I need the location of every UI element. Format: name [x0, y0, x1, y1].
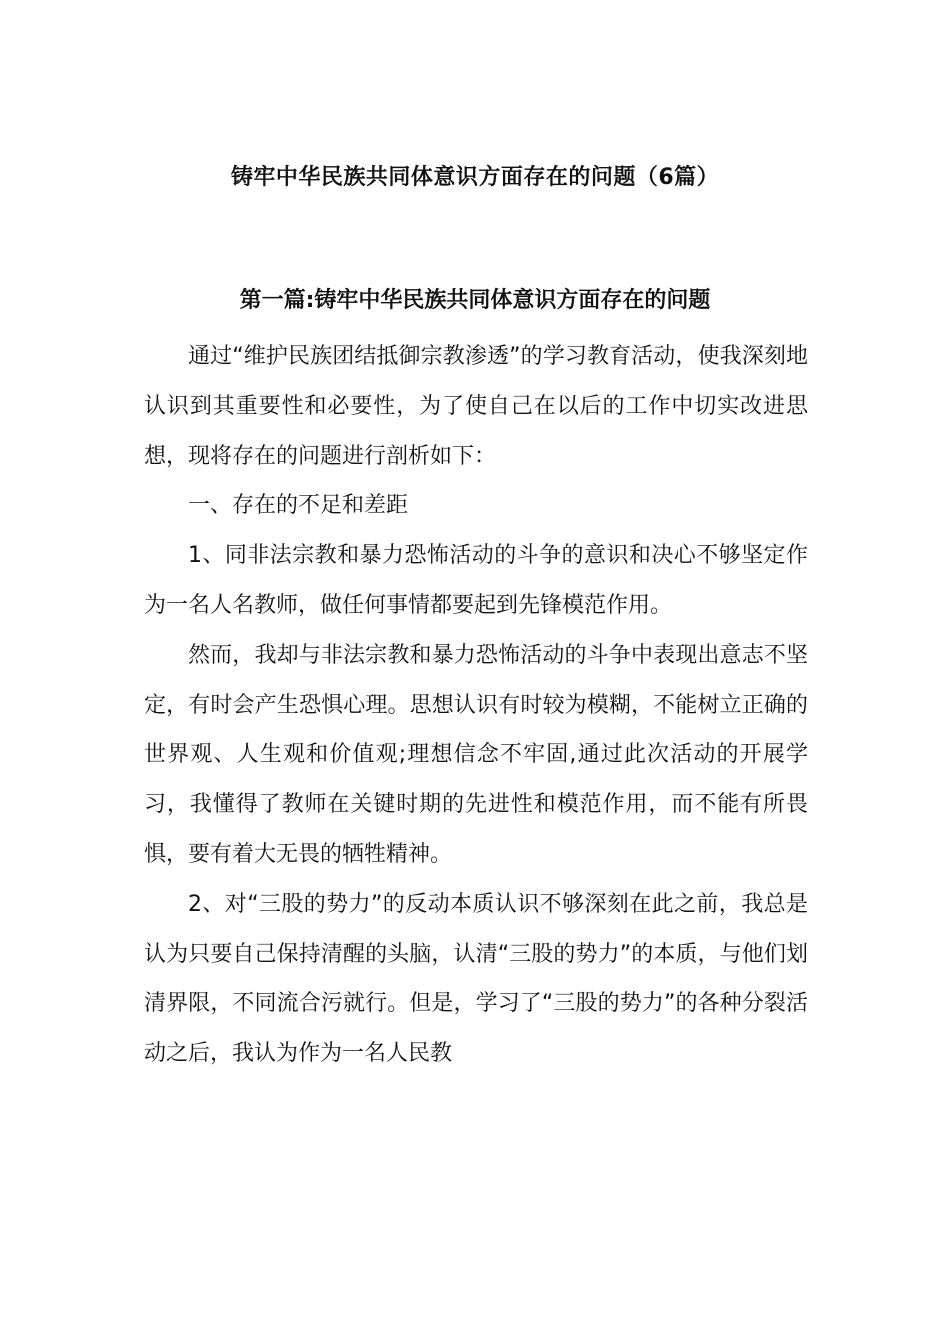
paragraph-subheading: 一、存在的不足和差距 [188, 493, 409, 519]
paragraph-point-1: 1、同非法宗教和暴力恐怖活动的斗争的意识和决心不够坚定作为一名人名教师，做任何事情都要起到先锋模范作用。 [144, 543, 808, 618]
paragraph-however: 然而，我却与非法宗教和暴力恐怖活动的斗争中表现出意志不坚定，有时会产生恐惧心理。思想认识有时较为模糊，不能树立正确的世界观、人生观和价值观;理想信念不牢固,通过此次活动的开展学习，我懂得了教师在关键时期的先进性和模范作用，而不能有所畏惧，要有着大无畏的牺牲精神。 [144, 642, 808, 867]
section-heading: 第一篇:铸牢中华民族共同体意识方面存在的问题 [239, 288, 711, 313]
paragraph-point-2: 2、对“三股的势力”的反动本质认识不够深刻在此之前，我总是认为只要自己保持清醒的头脑，认清“三股的势力”的本质，与他们划清界限，不同流合污就行。但是，学习了“三股的势力”的各种分裂活动之后，我认为作为一名人民教 [144, 891, 808, 1067]
paragraph-intro: 通过“维护民族团结抵御宗教渗透”的学习教育活动，使我深刻地认识到其重要性和必要性，为了使自己在以后的工作中切实改进思想，现将存在的问题进行剖析如下： [144, 344, 808, 469]
document-title: 铸牢中华民族共同体意识方面存在的问题（6篇） [230, 165, 720, 190]
document-body [144, 332, 808, 1079]
